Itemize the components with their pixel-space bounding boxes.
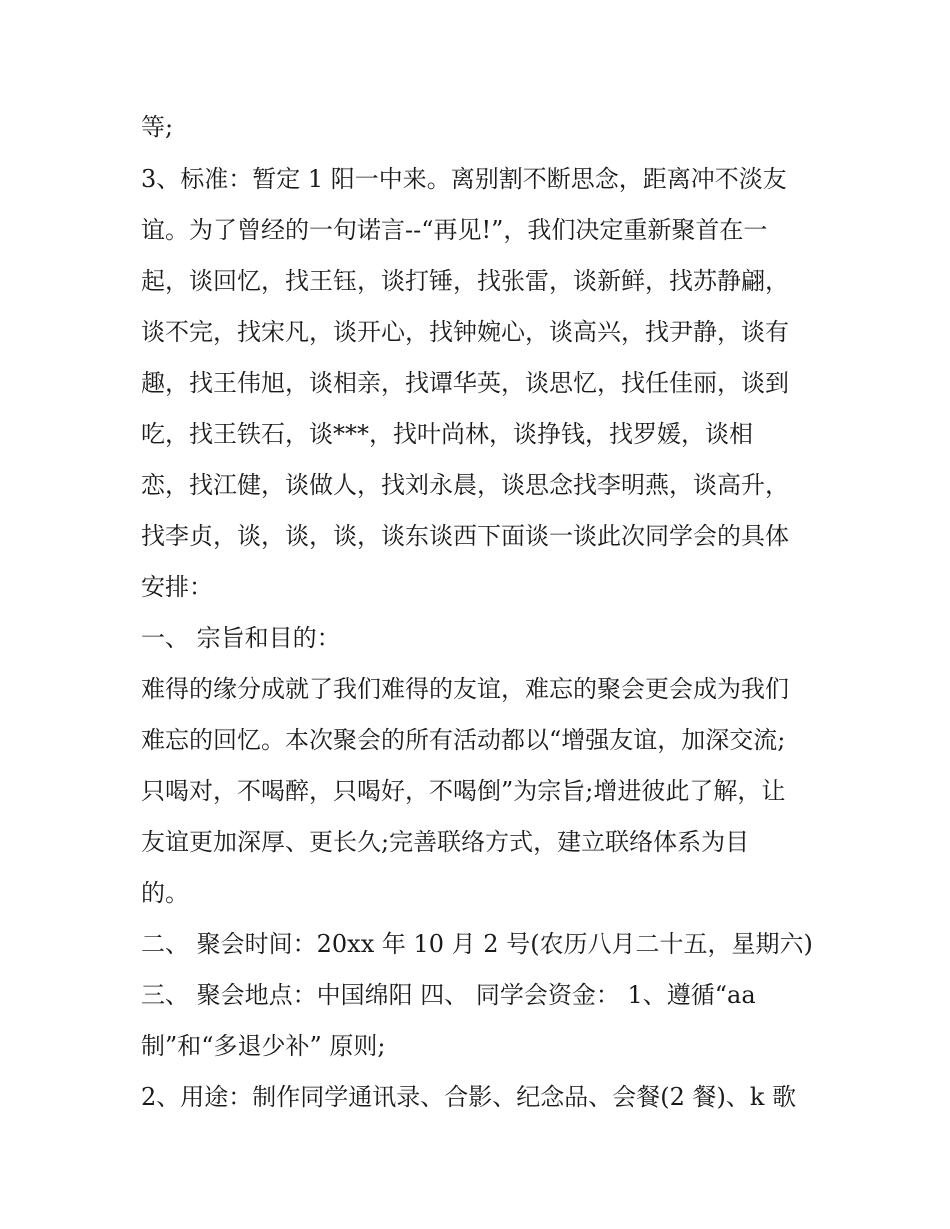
- section-heading-time: 二、 聚会时间：20xx 年 10 月 2 号(农历八月二十五，星期六): [141, 930, 813, 958]
- text-line-7: 吃，找王铁石，谈***，找叶尚林，谈挣钱，找罗媛，谈相: [141, 420, 753, 448]
- section-heading-location: 三、 聚会地点：中国绵阳 四、 同学会资金： 1、遵循“aa: [141, 981, 756, 1009]
- text-line-2: 3、标准：暂定 1 阳一中来。离别割不断思念，距离冲不淡友: [141, 165, 787, 193]
- text-line-13: 难忘的回忆。本次聚会的所有活动都以“增强友谊，加深交流;: [141, 726, 786, 754]
- text-line-15: 友谊更加深厚、更长久;完善联络方式，建立联络体系为目: [141, 828, 750, 856]
- text-line-14: 只喝对，不喝醉，只喝好，不喝倒”为宗旨;增进彼此了解，让: [141, 777, 786, 805]
- text-line-1: 等;: [141, 113, 174, 141]
- text-line-16: 的。: [141, 879, 189, 907]
- text-line-9: 找李贞，谈，谈，谈，谈东谈西下面谈一谈此次同学会的具体: [141, 522, 789, 550]
- text-line-4: 起，谈回忆，找王钰，谈打锤，找张雷，谈新鲜，找苏静翩，: [141, 267, 789, 295]
- text-line-10: 安排：: [141, 573, 213, 601]
- text-line-8: 恋，找江健，谈做人，找刘永晨，谈思念找李明燕，谈高升，: [141, 471, 789, 499]
- text-line-6: 趣，找王伟旭，谈相亲，找谭华英，谈思忆，找任佳丽，谈到: [141, 369, 789, 397]
- text-line-5: 谈不完，找宋凡，谈开心，找钟婉心，谈高兴，找尹静，谈有: [141, 318, 789, 346]
- text-line-3: 谊。为了曾经的一句诺言--“再见!”，我们决定重新聚首在一: [141, 216, 768, 244]
- text-line-19: 制”和“多退少补” 原则;: [141, 1032, 386, 1060]
- text-line-12: 难得的缘分成就了我们难得的友谊，难忘的聚会更会成为我们: [141, 675, 789, 703]
- text-line-20: 2、用途：制作同学通讯录、合影、纪念品、会餐(2 餐)、k 歌: [141, 1083, 797, 1111]
- section-heading-purpose: 一、 宗旨和目的：: [141, 624, 341, 652]
